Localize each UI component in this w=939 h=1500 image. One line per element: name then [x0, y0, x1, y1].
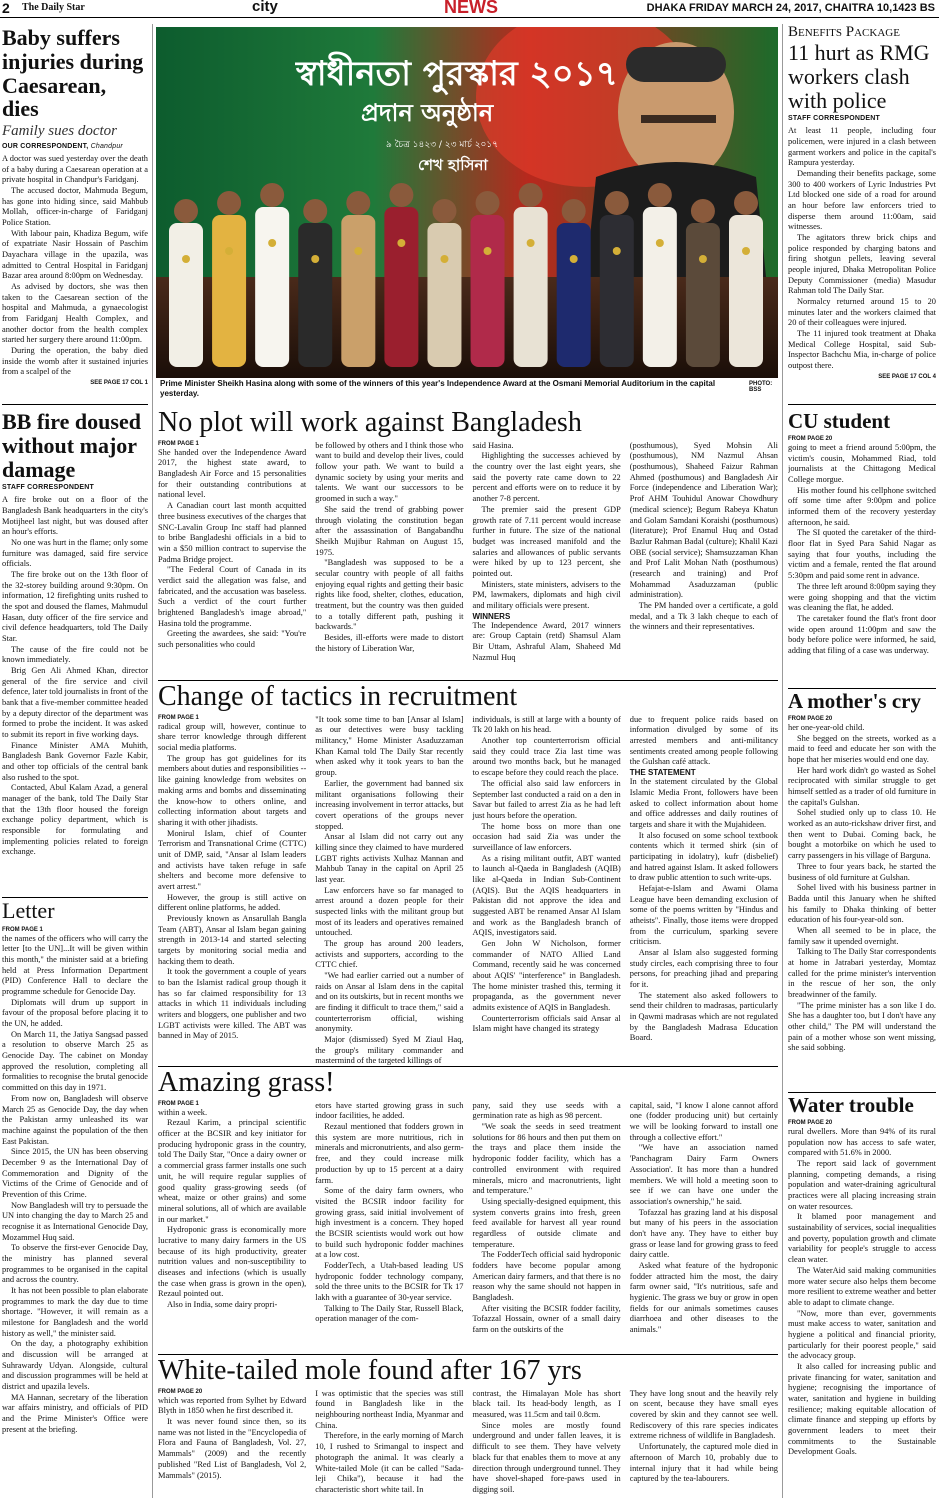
person-head — [260, 183, 284, 207]
byline: OUR CORRESPONDENT, Chandpur — [2, 143, 123, 150]
person-figure — [169, 223, 203, 367]
person-figure — [427, 223, 461, 367]
medal — [268, 239, 276, 247]
headline: BB fire doused without major damage — [2, 410, 141, 482]
person-head — [174, 199, 198, 223]
from-page: FROM PAGE 20 — [788, 716, 833, 723]
banner-subtitle: প্রদান অনুষ্ঠান — [361, 99, 494, 127]
see-more: SEE PAGE 17 COL 4 — [878, 373, 936, 380]
noplot-story — [158, 408, 778, 680]
person-figure — [686, 223, 720, 367]
person-figure — [298, 223, 332, 367]
person-head — [432, 199, 456, 223]
person-figure — [471, 215, 505, 367]
dateline: DHAKA FRIDAY MARCH 24, 2017, CHAITRA 10,1423 BS — [646, 2, 935, 14]
headline: Letter — [2, 899, 55, 923]
person-head — [217, 191, 241, 215]
person-figure — [255, 207, 289, 367]
medal — [699, 255, 707, 263]
article-columns: FROM PAGE 1 within a week. Rezaul Karim, a principal scientific officer at the BCSIR and key initiator for producing hydroponic grass in the country, told The Daily Star, "Once a dairy owner or a commercial grass farmer installs one such unit, he will require regular supplies of good quality grass-growing seeds (of wheat, maize or other grains) and some mineral solutions, all of which are available in our market." Hydroponic grass is economically more lucrative to many dairy farmers in the US because of its high productivity, greater nutrition values and non-susceptibility to diseases and infections (which is usually the case when grass is grown in the open), Rezaul pointed out. Also in India, some dairy propri- etors have started growing grass in such indoor facilities, he added. Rezaul mentioned that fodders grown in this system are more nutritious, rich in minerals and micronutrients, and also germ-free, and they could increase milk production by up to 15 percent at a dairy farm. Some of the dairy farm owners, who visited the BCSIR indoor facility for growing grass, said initial involvement of high investment is a concern. They hoped the BCSIR scientists would work out how to build such hydroponic fodder machines at a low cost. FodderTech, a Utah-based leading US hydroponic fodder technology company, sold the three units to the BCSIR for Tk 17 lakh with a guarantee of 30-year service. Talking to The Daily Star, Russell Black, operation manager of the com- pany, said they use seeds with a germination rate as high as 98 percent. "We soak the seeds in seed treatment solutions for 86 hours and then put them on the trays and place them inside the hydroponic fodder facility, which has a controlled environment with required minerals, micro and macronutrients, light and temperature." Using specially-designed equipment, this system converts grains into fresh, green feed available for harvest all year round regardless of outside climate and temperature. The FodderTech official said hydroponic fodders have become popular among American dairy farmers, and that there is no reason why the same should not happen in Bangladesh. After visiting the BCSIR fodder facility, Tofazzal Hossain, owner of a small dairy farm on the outskirts of the capital, said, "I know I alone cannot afford one (fodder producing unit) but certainly we will be looking forward to install one through a collective effort." "We have an association named 'Panchagram Dairy Farm Owners Association'. It has more than a hundred members. We will hold a meeting soon to see if we can have one under the association's ownership," he said. Tofazzal has grazing land at his disposal but many of his peers in the association don't have any. They have to either buy grass or lease land for growing grass to feed dairy cattle. Asked what feature of the hydroponic fodder attracted him the most, the dairy farm owner said, "It's nutritious, safe and hygienic. The grass we buy or grow in open fields for our animals sometimes causes diarrhoea and other diseases to the animals." — [158, 1100, 778, 1334]
article-columns: FROM PAGE 1 She handed over the Independence Award 2017, the highest state award, to Bangladesh Air Force and 15 personalities for their outstanding contributions at national level. A Canadian court last month acquitted three business executives of the charges that SNC-Lavalin Group Inc staff had planned to bribe Bangladeshi officials in a bid to win a $50 million contract to supervise the Padma Bridge project. "The Federal Court of Canada in its verdict said the allegation was false, and fabricated, and the accusation was baseless. Such a verdict of the court further brightened Bangladesh's image abroad," Hasina told the programme. Greeting the awardees, she said: "You're such personalities who could be followed by others and I think those who want to build and develop their lives, could follow your path. We want to build a dynamic society by using your merits and talents. We want our successors to be groomed in such a way." She said the trend of grabbing power through violating the constitution began after the assassination of Bangabandhu Sheikh Mujibur Rahman on August 15, 1975. "Bangladesh was supposed to be a secular country with people of all faiths enjoying equal rights and getting their basic rights like food, shelter, clothes, education, treatment, but the country was then guided to a totally different path, pushing it backwards." Besides, ill-efforts were made to distort the history of Liberation War, said Hasina. Highlighting the successes achieved by the country over the last eight years, she said the poverty rate came down to 22 percent and efforts were on to reduce it by another 7-8 percent. The premier said the present GDP growth rate of 7.11 percent would increase further in future. The size of the national budget was increased manifold and the salaries and allowances of public servants were hiked by up to 123 percent, she pointed out. Ministers, state ministers, advisers to the PM, lawmakers, diplomats and high civil and military officials were present. WINNERS The Independence Award, 2017 winners are: Group Captain (retd) Shamsul Alam Bir Uttam, Ashraful Alam, Shaheed Md Nazmul Huq (posthumous), Syed Mohsin Ali (posthumous), NM Nazmul Ahsan (posthumous), Shaheed Faizur Rahman Ahmed (posthumous) and Bangladesh Air Force (independence and Liberation War); Prof AHM Touhidul Anowar Chowdhury (medical science); Begum Rabeya Khatun and Golam Samdani Koraishi (posthumous) (literature); Prof Enamul Huq and Ostad Bazlur Rahman Badal (culture); Khalil Kazi OBE (social service); Shamsuzzaman Khan and Prof Lalit Mohan Nath (posthumous) (research and training) and Prof Mohammad Asaduzzaman (public administration). The PM handed over a certificate, a gold medal, and a Tk 3 lakh cheque to each of the winners and their representatives. — [158, 440, 778, 662]
from-page: FROM PAGE 1 — [2, 926, 43, 933]
article-body: At least 11 people, including four policemen, were injured in a clash between garment workers and police in the capital's Rampura yesterday. Demanding their benefits package, some 300 to 400 workers of Lyric Industries Pvt Ltd blocked one side of a road for around an hour before law enforcers tried to disperse them around 11:00am, said witnesses. The agitators threw brick chips and police responded by charging batons and firing shotgun pellets, leaving several people injured, Dhaka Metropolitan Police Deputy Commissioner (media) Masudur Rahman told The Daily Star. Normalcy returned around 15 to 20 minutes later and the workers claimed that 20 of their colleagues were injured. The 11 injured took treatment at Dhaka Medical College Hospital, said Sub-Inspector Bachchu Mia, in-charge of police outpost there. — [788, 126, 936, 371]
person-head — [476, 191, 500, 215]
medal — [440, 255, 448, 263]
headline: CU student — [788, 410, 891, 433]
mole-story — [158, 1356, 778, 1500]
paper-name: The Daily Star — [22, 2, 85, 13]
letter-story — [2, 899, 148, 1499]
medal — [354, 247, 362, 255]
award-ceremony-image — [156, 27, 778, 378]
person-head — [389, 183, 413, 207]
person-head — [519, 183, 543, 207]
person-head — [303, 199, 327, 223]
headline: No plot will work against Bangladesh — [158, 408, 582, 438]
medal — [182, 255, 190, 263]
headline: Baby suffers injuries during Caesarean, dies — [2, 26, 144, 122]
baby-story — [2, 26, 148, 402]
mother-story — [788, 690, 936, 1092]
medal — [225, 247, 233, 255]
from-page: FROM PAGE 20 — [788, 436, 833, 443]
masthead — [0, 0, 939, 18]
person-figure — [384, 207, 418, 367]
article-body: going to meet a friend around 5:00pm, the victim's cousin, Mohammed Riad, told journalists at the Chittagong Medical College morgue. His mother found his cellphone switched off some time after 9:00pm and police informed them of the recovery yesterday afternoon, he said. The SI quoted the caretaker of the third-floor flat in Syed Para Sahid Nagar as saying that four youths, including the victim and a female, rented the flat around 5:30pm and paid some rent in advance. The three left around 8:00pm saying they were going shopping and that the victim was cleaning the flat, he added. The caretaker found the flat's front door wide open around 11:00pm and saw the body before police were informed, he said, adding that filing of a case was underway. — [788, 443, 936, 655]
person-figure — [341, 215, 375, 367]
photo-caption: Prime Minister Sheikh Hasina along with some of the winners of this year's Independence Award at the Osmani Memorial Auditorium in the capital yesterday. — [160, 379, 716, 399]
deck: Family sues doctor — [2, 123, 117, 139]
person-head — [648, 183, 672, 207]
section-name: city — [252, 0, 278, 15]
medal — [742, 247, 750, 255]
medal — [613, 247, 621, 255]
tactics-story — [158, 682, 778, 1066]
rmg-story — [788, 24, 936, 402]
medal — [570, 255, 578, 263]
kicker: Benefits Package — [788, 24, 900, 40]
medal — [311, 255, 319, 263]
person-head — [605, 191, 629, 215]
medal — [656, 239, 664, 247]
headline: Amazing grass! — [158, 1068, 335, 1098]
headline: Change of tactics in recruitment — [158, 682, 518, 712]
medal — [484, 247, 492, 255]
person-figure — [557, 223, 591, 367]
article-body: A doctor was sued yesterday over the death of a baby during a Caesarean operation at a private hospital in Chandpur's Faridganj. The accused doctor, Mahmuda Begum, has gone into hiding since, said Mahbub Mollah, officer-in-charge of Faridganj Police Station. With labour pain, Khadiza Begum, wife of expatriate Nasir Hossain of Paschim Dayachara village in the upazila, was admitted to Central Hospital in Faridganj Bazar area around 8:00pm on Wednesday. As advised by doctors, she was then taken to the Caesarean section of the hospital and Mahmuda, a gynaecologist from Faridganj Health Complex, and another doctor from the health complex started her surgery there around 11:00pm. During the operation, the baby died inside the womb after it sustained injuries from a scalpel of the — [2, 154, 148, 377]
article-columns: FROM PAGE 1 radical group will, however, continue to share terror knowledge through different social media platforms. The group has got guidelines for its members about duties and responsibilities -- like gaining knowledge from websites on making arms and bombs and disseminating the know-how to others online, and collecting information about targets and sharing it with other jihadists. Monirul Islam, chief of Counter Terrorism and Transnational Crime (CTTC) unit of DMP, said, "Ansar al Islam leaders and activists have taken refuge in safe shelters and become more defensive to avert arrest." However, the group is still active on different online platforms, he added. Previously known as Ansarullah Bangla Team (ABT), Ansar al Islam began gaining strength in 2013-14 and started selecting targets by monitoring social media and hacking them to death. It took the government a couple of years to ban the Islamist radical group though it has so far claimed responsibility for 13 attacks in which 11 individuals including writers and bloggers, one publisher and two LGBT activists were killed. The ABT was banned in May of 2015. "It took some time to ban [Ansar al Islam] as our detectives were busy tackling militancy," Home Minister Asaduzzaman Khan Kamal told The Daily Star recently when asked why it took years to ban the group. Earlier, the government had banned six militant organisations following their increasing involvement in terror attacks, but covert operations of the groups never stopped. Ansar al Islam did not carry out any killing since they claimed to have murdered LGBT rights activists Xulhaz Mannan and Mahbub Tanay in the capital on April 25 last year. Law enforcers have so far managed to arrest around a dozen people for their suspected links with the militant group but most of its leaders and operatives remained untouched. The group has around 200 leaders, activists and supporters, according to the CTTC chief. "We had earlier carried out a number of raids on Ansar al Islam dens in the capital and on its outskirts, but in recent months we are finding it difficult to trace them," said a counterterrorism official, wishing anonymity. Major (dismissed) Syed M Ziaul Haq, the group's military commander and mastermind of the targeted killings of individuals, is still at large with a bounty of Tk 20 lakh on his head. Another top counterterrorism official said they could trace Zia last time was around two months back, but he managed to escape before they could reach the place. The official also said law enforcers in September last conducted a raid on a den in Savar but failed to arrest Zia as he had left just hours before the operation. The home boss on more than one occasion had said Zia was under the surveillance of law enforcers. As a rising militant outfit, ABT wanted to launch al-Qaeda in Bangladesh (AQIB) like al-Qaeda in Indian Sub-Continent (AQIS). But the AQIS headquarters in Pakistan did not approve the idea and suggested ABT be renamed Ansar Al Islam and work as the Bangladesh branch of AQIS, investigators said. Gen John W Nicholson, former commander of NATO Allied Land Command, recently said he was concerned about AQIS' "interference" in Bangladesh. The home minister trashed this, terming it propaganda, as the government never admits existence of AQIS in Bangladesh. Counterterrorism officials said Ansar al Islam might have changed its strategy due to frequent police raids based on information divulged by some of its arrested members and anti-militancy sentiments created among people following the Gulshan café attack. THE STATEMENT In the statement circulated by the Global Islamic Media Front, followers have been asked to collect information about home and office addresses and daily routines of targets and share it with the Mujahideen. It also focused on some school textbook contents which it termed shirk (sin of participating in idolatry), kufr (disbelief) and hatred against Islam. It asked followers to draw public attention to such write-ups. Hefajat-e-Islam and Awami Olama League have been demanding exclusion of some of the poems written by "Hindus and atheists". Finally, those items were dropped from the curriculum, sparking severe criticism. Ansar al Islam also suggested forming study circles, each comprising three to four persons, for preaching jihad and preparing for it. The statement also asked followers to send their children to madrasas, particularly in Qawmi madrasas which are not regulated by the Bangladesh Madrasa Education Board. — [158, 714, 778, 1066]
article-body: the names of the officers who will carry the letter [to the UN]...It will be given within this month," the minister said at a briefing held at Press Information Department (PID) Conference Hall to declare the programme schedule for Genocide Day. Diplomats will drum up support in favour of the proposal before placing it to the UN, he added. On March 11, the Jatiya Sangsad passed a resolution to observe March 25 as Genocide Day. The cabinet on Monday approved the resolution, completing all formalities to recognise the brutal genocide committed on this day in 1971. From now on, Bangladesh will observe March 25 as Genocide Day, the day when the Pakistan army unleashed its war machine against the population of the then East Pakistan. Since 2015, the UN has been observing December 9 as the International Day of Commemoration and Dignity of the Victims of the Crime of Genocide and of Prevention of this Crime. Now Bangladesh will try to persuade the UN into changing the day to March 25 and recognise it as International Genocide Day, Mozammel Huq said. To observe the first-ever Genocide Day, the ministry has planned several programmes to be organised in the capital and across the country. It has not been possible to plan elaborate programmes to mark the day due to time shortage. "However, it will remain as a milestone for Bangladesh and the world history as well," the minister said. On the day, a photography exhibition and discussion will be arranged at Suhrawardy Udyan. Alongside, cultural and discussion programmes will be held at district and upazila levels. MA Hannan, secretary of the liberation war affairs ministry, and officials of PID and the Prime Minister's Office were present at the briefing. — [2, 933, 148, 1434]
award-photo — [156, 27, 778, 378]
medal — [397, 239, 405, 247]
medal — [527, 239, 535, 247]
grass-story — [158, 1068, 778, 1354]
headline: 11 hurt as RMG workers clash with police — [788, 40, 930, 113]
bbfire-story — [2, 410, 148, 896]
article-body: rural dwellers. More than 94% of its rural population now has access to safe water, compared with 51.6% in 2000. The report said lack of government planning, competing demands, a rising population and water-draining agricultural practices were all placing increasing strain on water resources. It blamed poor management and sustainability of services, social inequalities and poverty, population growth and climate variability for people's struggle to access clean water. The WaterAid said making communities more water secure also helps them become more resilient to extreme weather and better able to adapt to climate change. "Now, more than ever, governments must make access to water, sanitation and hygiene a political and financial priority, particularly for their poorest people," said the advocacy group. It also called for increasing public and private financing for water, sanitation and hygiene; recognising the importance of water, sanitation and hygiene in building resilience; making equitable allocation of climate finance and stepping up efforts by government leaders to meet their commitments to the Sustainable Development Goals. — [788, 1127, 936, 1457]
photo-credit: PHOTO: BSS — [749, 381, 773, 393]
person-head — [691, 199, 715, 223]
person-head — [734, 191, 758, 215]
see-more: SEE PAGE 17 COL 1 — [90, 380, 148, 387]
article-body: her one-year-old child. She begged on the streets, worked as a maid to feed and educate her son with the hope that her miseries would end one day. Her hard work didn't go wasted as Sohel reciprocated with similar struggle to get himself settled as a trader of old furniture in the capital's Gulshan. Sohel studied only up to class 10. He worked as an auto-rickshaw driver first, and then went to Dubai. Coming back, he bought a motorbike on which he used to carry passengers in his village of Barguna. Three to four years back, he started the business of old furniture at Gulshan. Sohel lived with his business partner in Badda until this January when he shifted his family to Dhaka thinking of better education of his four-year-old son. When all seemed to be in place, the family saw it upended overnight. Talking to The Daily Star correspondents at home in Jatrabari yesterday, Momtaz called for the prime minister's intervention in the rescue of her son, the only breadwinner of the family. "The prime minister has a son like I do. She has a daughter too, but I don't have any other child," The PM will understand the pain of a mother whose son went missing, she said sobbing. — [788, 723, 936, 1053]
person-figure — [729, 215, 763, 367]
article-body: A fire broke out on a floor of the Bangladesh Bank headquarters in the city's Motijheel last night, but was doused after an hour's efforts. No one was hurt in the flame; only some furniture was damaged, said fire service officials. The fire broke out on the 13th floor of the 32-storey building around 9:30pm. On information, 12 firefighting units rushed to the spot and doused the flames, Mahmudul Hasan, duty officer of the fire service and civil defence headquarters, told The Daily Star. The cause of the fire could not be known immediately. Brig Gen Ali Ahmed Khan, director general of the fire service and civil defence, later told journalists in front of the bank that a five-member committee headed by a deputy director of the department was formed to probe the incident. It was asked to submit its report in five working days. Finance Minister AMA Muhith, Bangladesh Bank Governor Fazle Kabir, and other top officials of the central bank also rushed to the spot. Contacted, Abul Kalam Azad, a general manager of the bank, told The Daily Star that the 13th floor housed the foreign exchange policy department, which is responsible for formulating and implementing policies related to foreign exchange. — [2, 495, 148, 857]
headline: Water trouble — [788, 1094, 914, 1117]
person-figure — [212, 215, 246, 367]
person-head — [346, 191, 370, 215]
byline: STAFF CORRESPONDENT — [788, 115, 880, 123]
person-head — [562, 199, 586, 223]
from-page: FROM PAGE 20 — [788, 1120, 833, 1127]
banner-date: ৯ চৈত্র ১৪২৩ / ২৩ মার্চ ২০১৭ — [386, 140, 499, 150]
cu-story — [788, 410, 936, 688]
page-number: 2 — [2, 0, 10, 16]
banner-title: স্বাধীনতা পুরস্কার ২০১৭ — [296, 54, 618, 94]
person-figure — [600, 215, 634, 367]
article-columns: FROM PAGE 20 which was reported from Sylhet by Edward Blyth in 1850 when he first described it. It was never found since then, so its name was not listed in the "Encyclopedia of Flora and Fauna of Bangladesh, Vol. 27, Mammals" (2009) and the recently published "Red List of Bangladesh, Vol 2, Mammals" (2015). I was optimistic that the species was still found in Bangladesh like in the neighbouring northeast India, Myanmar and China. Therefore, in the early morning of March 10, I rushed to Srimangal to inspect and photograph the animal. It was clearly a White-tailed Mole (it can be called "Sada-leji Chika"), because it had the characteristic short white tail. In contrast, the Himalayan Mole has short black tail. Its head-body length, as I measured, was 11.5cm and tail 0.8cm. Since moles are mostly found underground and under fallen leaves, it is difficult to see them. They have velvety black fur that enables them to move at any direction through underground tunnel. They have shovel-shaped fore-paws used in digging soil. They have long snout and the heavily rely on scent, because they have small eyes covered by skin and they cannot see well. Rediscovery of this rare species indicates extreme richness of wildlife in Bangladesh. Unfortunately, the captured mole died in afternoon of March 10, probably due to internal injury that it had while being captured by the tea-labourers. — [158, 1388, 778, 1494]
person-figure — [514, 207, 548, 367]
person-figure — [643, 207, 677, 367]
byline: STAFF CORRESPONDENT — [2, 484, 94, 492]
headline: White-tailed mole found after 167 yrs — [158, 1356, 582, 1386]
news-label: NEWS — [444, 0, 498, 17]
banner-name: শেখ হাসিনা — [418, 156, 488, 174]
water-story — [788, 1094, 936, 1500]
headline: A mother's cry — [788, 690, 921, 713]
